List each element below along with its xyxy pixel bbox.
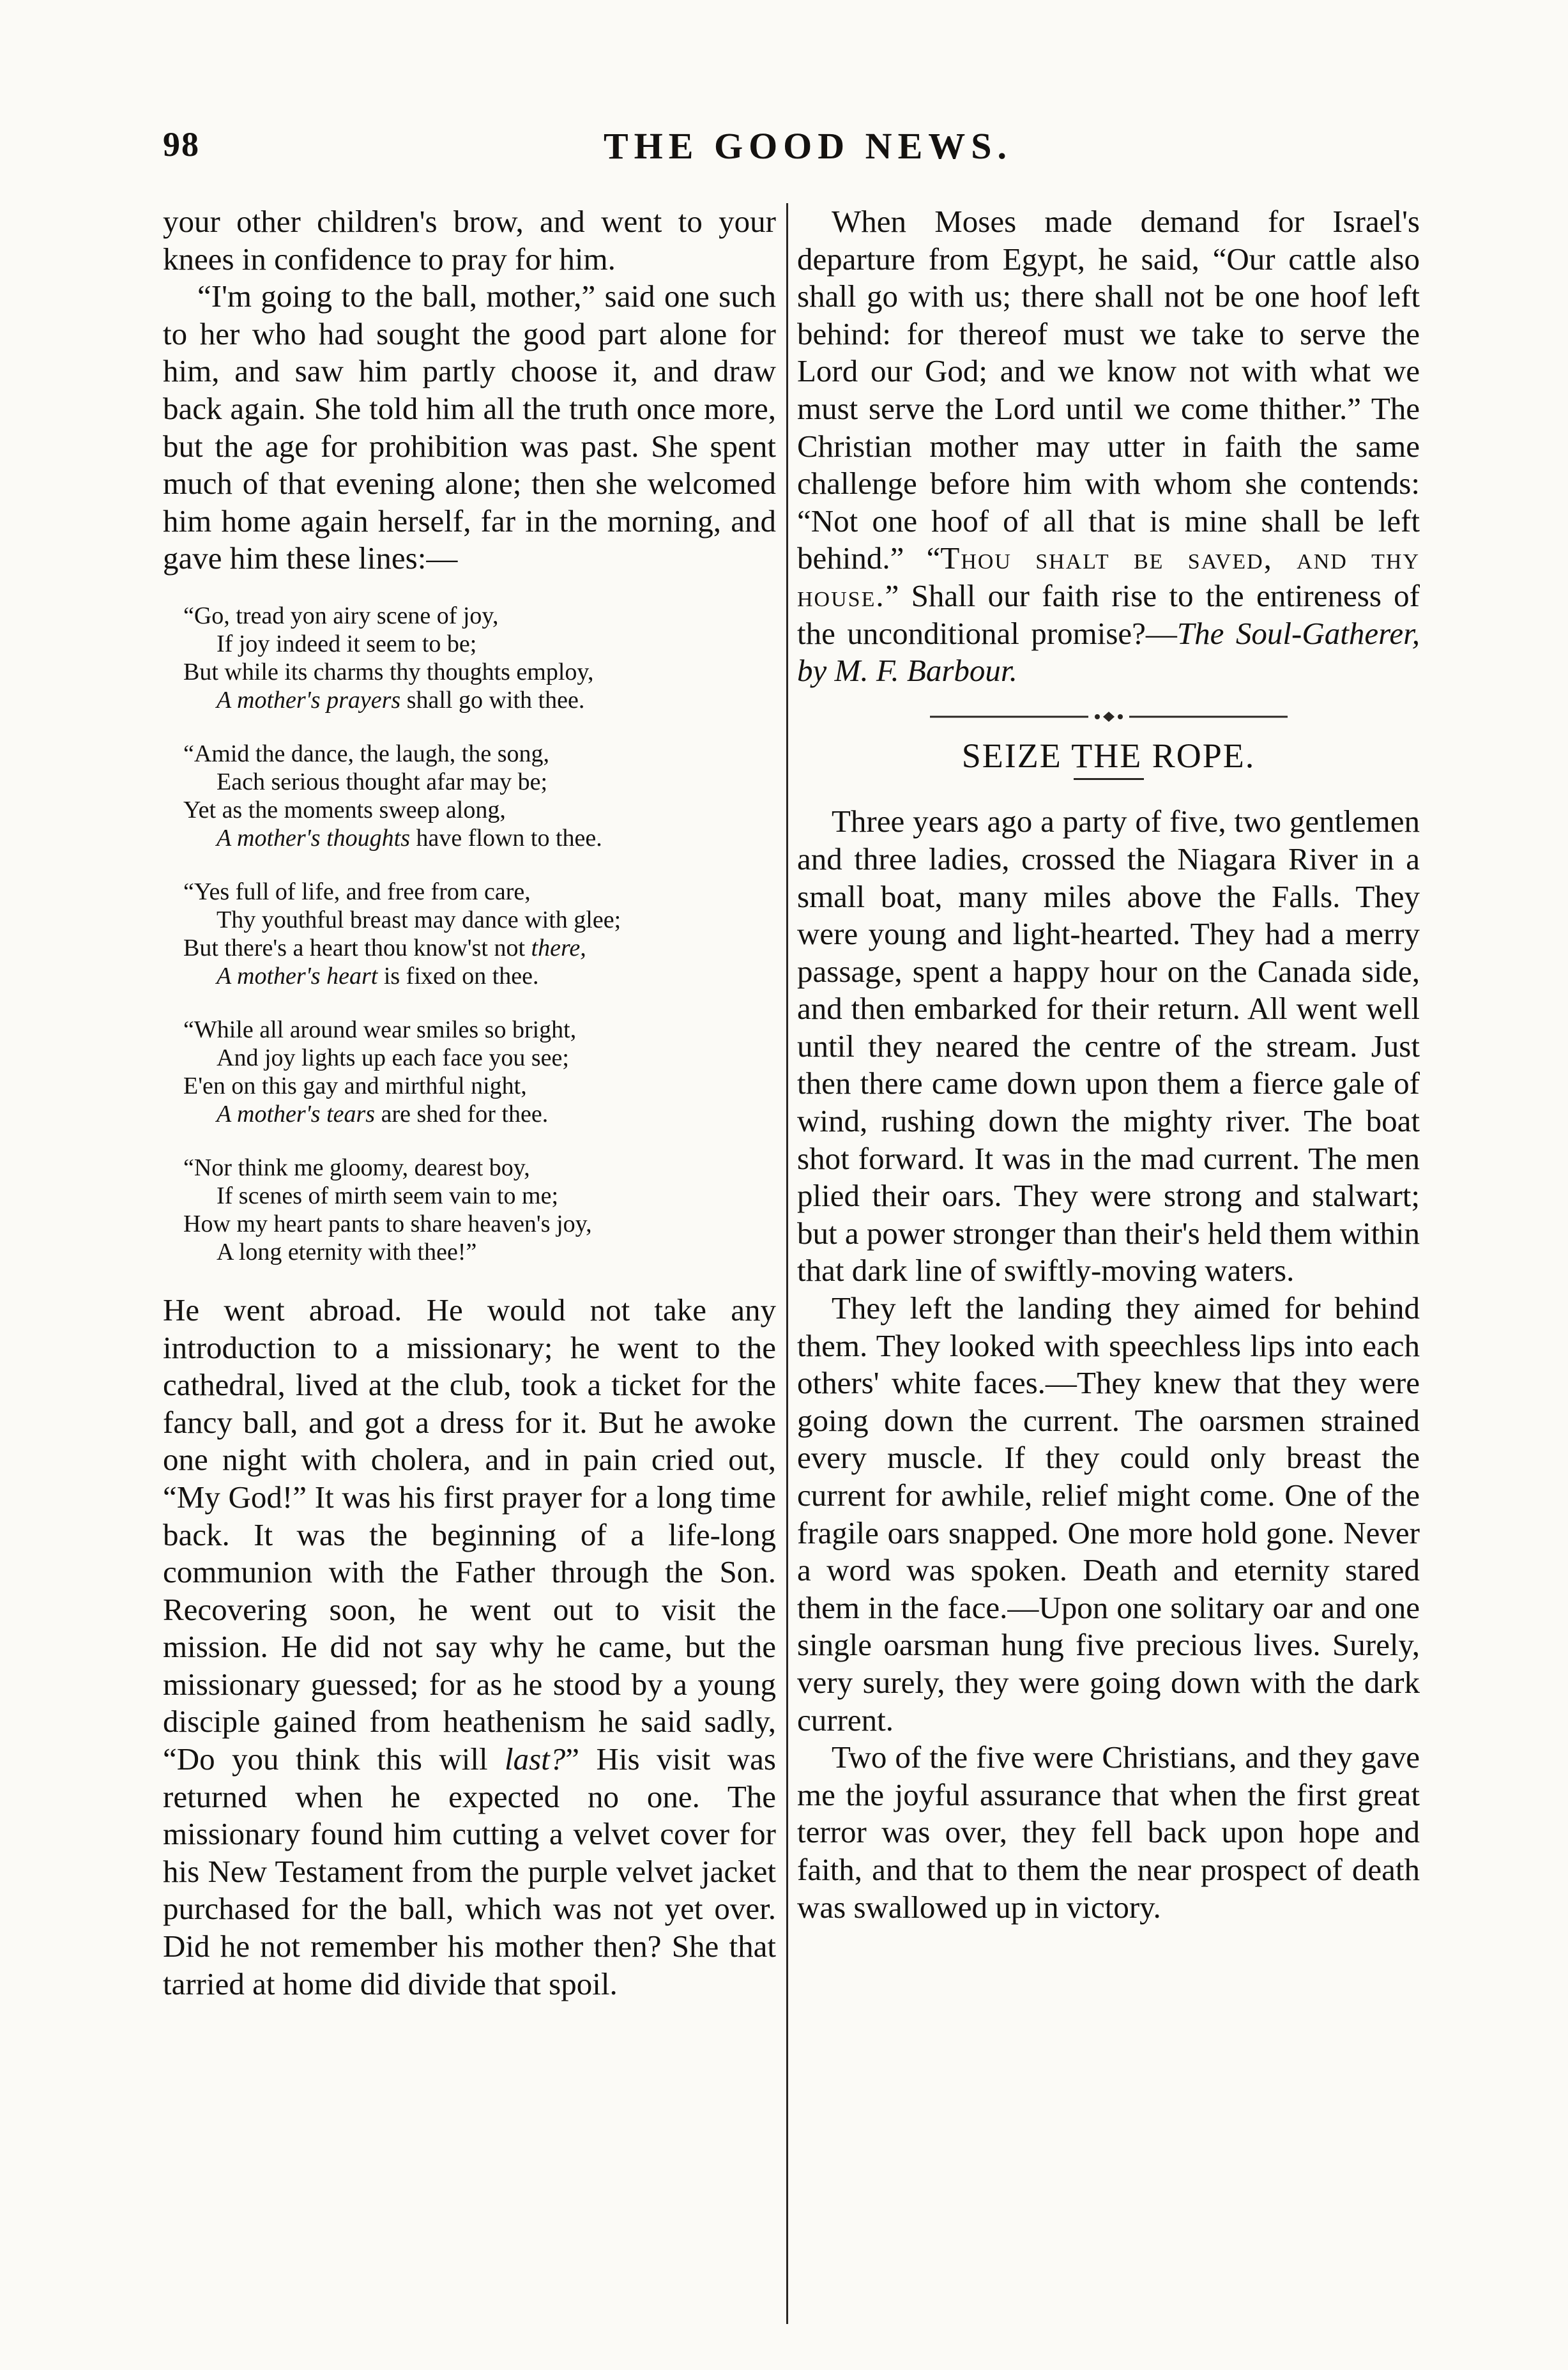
paragraph: your other children's brow, and went to your knees in confidence to pray for him. [163,204,776,277]
poem-line: E'en on this gay and mirthful night, [183,1072,527,1099]
poem-emphasis: there, [531,934,586,961]
paragraph: Three years ago a party of five, two gentlemen and three ladies, crossed the Niagara River in a small boat, many miles above the Falls. They were young and light-hearted. They had a merry passage, spent a happy hour on the Canada side, and then embarked for their return. All went well until they neared the centre of the stream. Just then there came down upon them a fierce gale of wind, rushing down the mighty river. The boat shot forward. It was in the mad current. The men plied their oars. They were strong and stalwart; but a power stronger than their's held them within that dark line of swiftly-moving waters. [797,804,1420,1288]
poem-stanza [183,878,776,990]
poem-line: But while its charms thy thoughts employ, [183,658,594,685]
poem-line: If joy indeed it seem to be; [217,630,477,657]
left-column [163,203,776,2311]
paragraph: Two of the five were Christians, and they gave me the joyful assurance that when the first great terror was over, they fell back upon hope and faith, and that to them the near prospect of death was swallowed up in victory. [797,1739,1420,1925]
poem-line-tail: are shed for thee. [375,1100,549,1128]
poem-line [183,934,776,962]
paragraph-text: ” His visit was returned when he expected no one. The missionary found him cutting a velvet cover for his New Testament from the purple velvet jacket purchased for the ball, which was not yet over. Did he not remember his mother then? She that tarried at home did divide that spoil. [163,1741,776,2001]
section-title: SEIZE THE ROPE. [961,736,1256,775]
poem-line: “While all around wear smiles so bright, [183,1016,577,1043]
paragraph [163,1292,776,2003]
citation: The Soul-Gatherer, by M. F. Barbour. [797,615,1420,689]
column-divider [786,203,788,2324]
paragraph-emphasis: last? [505,1741,566,1777]
poem-line: “Yes full of life, and free from care, [183,878,531,905]
poem-line: If scenes of mirth seem vain to me; [217,1182,559,1209]
right-column [797,203,1420,2311]
poem-stanza [183,602,776,714]
poem-line [183,824,776,852]
poem [183,602,776,1266]
poem-line: A long eternity with thee!” [217,1238,477,1265]
poem-line: “Amid the dance, the laugh, the song, [183,740,550,767]
poem-stanza [183,1016,776,1128]
paragraph-text: ” Shall our faith rise to the entireness of the unconditional promise?— [797,577,1420,651]
paragraph-text: He went abroad. He would not take any introduction to a missionary; he went to the cathedral, lived at the club, took a ticket for the fancy ball, and got a dress for it. But he awoke one night with cholera, and in pain cried out, “My God!” It was his first prayer for a long time back. It was the beginning of a life-long communion with the Father through the Son. Recovering soon, he went out to visit the mission. He did not say why he came, but the missionary guessed; for as he stood by a young disciple gained from heathenism he said sadly, “Do you think this will [163,1292,776,1777]
poem-emphasis: A mother's prayers [217,686,401,714]
ornament-divider [930,710,1288,723]
poem-line: How my heart pants to share heaven's joy, [183,1210,592,1237]
poem-stanza [183,1154,776,1266]
paragraph: “I'm going to the ball, mother,” said one such to her who had sought the good part alone for him, and saw him partly choose it, and draw back again. She told him all the truth once more, but the age for prohibition was past. She spent much of that evening alone; then she welcomed him home again herself, far in the morning, and gave him these lines:— [163,279,776,576]
poem-emphasis: A mother's heart [217,962,378,990]
poem-line-tail: shall go with thee. [400,686,585,714]
running-title: THE GOOD NEWS. [603,125,1013,167]
poem-line: Each serious thought afar may be; [217,768,548,795]
poem-emphasis: A mother's tears [217,1100,376,1128]
poem-line [183,962,776,990]
poem-line: “Nor think me gloomy, dearest boy, [183,1154,530,1181]
poem-line-tail: is fixed on thee. [377,962,539,990]
paragraph-text: When Moses made demand for Israel's departure from Egypt, he said, “Our cattle also shall go with us; there shall not be one hoof left behind: for thereof must we take to serve the Lord our God; and we know not with what we must serve the Lord until we come thither.” The Christian mother may utter in faith the same challenge before him with whom she contends: “Not one hoof of all that is mine shall be left behind.” “ [797,204,1420,576]
poem-line-head: But there's a heart thou know'st not [183,934,531,961]
page-number: 98 [163,125,200,164]
poem-stanza [183,740,776,852]
poem-emphasis: A mother's thoughts [217,824,410,852]
poem-line-tail: have flown to thee. [410,824,602,852]
poem-line: And joy lights up each face you see; [217,1044,569,1071]
poem-line: Yet as the moments sweep along, [183,796,506,823]
paragraph [797,203,1420,690]
paragraph: They left the landing they aimed for behind them. They looked with speechless lips into each others' white faces.—They knew that they were going down the current. The oarsmen strained every muscle. If they could only breast the current for awhile, relief might come. One of the fragile oars snapped. One more hold gone. Never a word was spoken. Death and eternity stared them in the face.—Upon one solitary oar and one single oarsman hung five precious lives. Surely, very surely, they were going down with the dark current. [797,1290,1420,1738]
title-rule [1074,778,1144,780]
poem-line [183,1100,776,1128]
poem-line [183,686,776,714]
poem-line: “Go, tread yon airy scene of joy, [183,602,499,629]
poem-line: Thy youthful breast may dance with glee; [217,906,621,933]
page-header [163,125,1440,176]
small-caps-quote: Thou shalt be saved, and thy house. [797,540,1420,613]
